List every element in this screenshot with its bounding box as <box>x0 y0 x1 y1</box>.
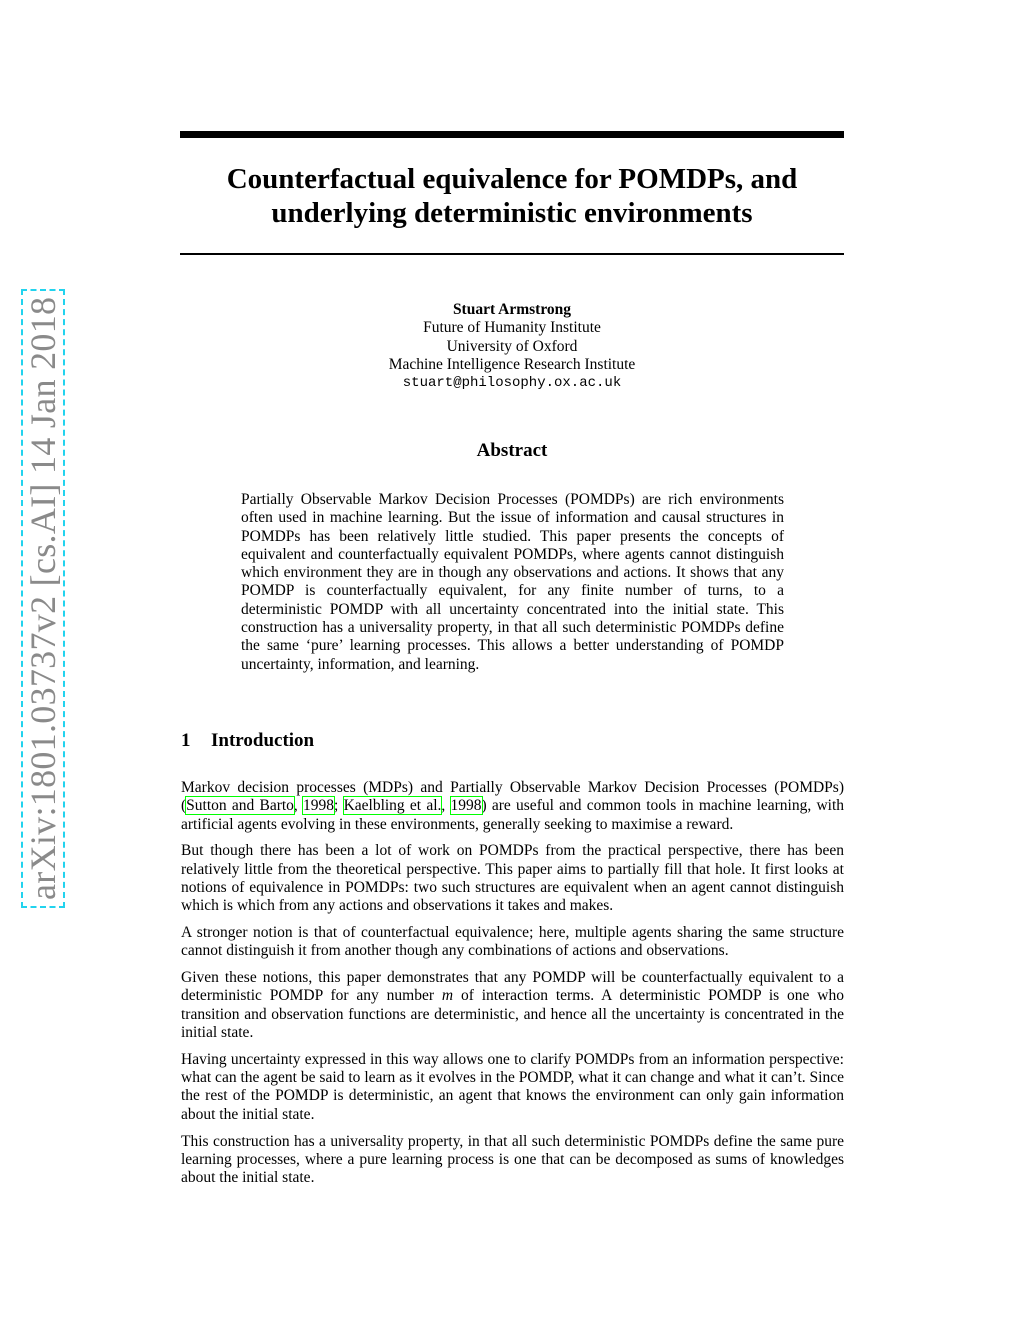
title-line-2: underlying deterministic environments <box>271 197 753 229</box>
title-rule-bottom <box>180 253 844 255</box>
math-variable-m: m <box>441 987 454 1005</box>
paragraph-4-text-b: of interaction terms. A deterministic POMDP is one who transition and observation functions are deterministic, and hence all the uncertainty is concentrated in the initial state. <box>181 987 844 1042</box>
citation-kaelbling[interactable]: Kaelbling et al. <box>343 797 442 815</box>
abstract-heading: Abstract <box>476 440 548 461</box>
section-heading <box>181 730 314 752</box>
citation-separator: ; <box>334 797 344 815</box>
author-block <box>300 301 724 392</box>
paragraph-5: Having uncertainty expressed in this way allows one to clarify POMDPs from an information perspective: what can the agent be said to learn as it evolves in the POMDP, what it can change and what it can’t. Since the rest of the POMDP is deterministic, an agent that knows the environment can only gain information about the initial state. <box>181 1050 844 1123</box>
citation-kaelbling-year[interactable]: 1998 <box>450 797 482 815</box>
paragraph-4-text-a: Given these notions, this paper demonstrates that any POMDP will be counterfactually equivalent to a deterministic POMDP for any number <box>181 969 844 1005</box>
paragraph-1-text-b: ) are useful and common tools in machine learning, with artificial agents evolving in these environments, generally seeking to maximise a reward. <box>181 797 845 833</box>
paragraph-1-text-a: Markov decision processes (MDPs) and Partially Observable Markov Decision Processes (POMDPs) ( <box>181 779 844 815</box>
paragraph-6: This construction has a universality property, in that all such deterministic POMDPs define the same pure learning processes, where a pure learning process is one that can be decomposed as sums of knowledges about the initial state. <box>181 1132 844 1187</box>
citation-separator: , <box>441 797 451 815</box>
section-number: 1 <box>181 730 191 751</box>
paragraph-1 <box>181 779 844 834</box>
author-affiliation-3: Machine Intelligence Research Institute <box>388 355 636 373</box>
arxiv-stamp: arXiv:1801.03737v2 [cs.AI] 14 Jan 2018 <box>21 289 65 908</box>
citation-separator: , <box>293 797 304 815</box>
title-rule-top <box>180 131 844 138</box>
author-email: stuart@philosophy.ox.ac.uk <box>402 375 622 392</box>
author-affiliation-1: Future of Humanity Institute <box>423 319 601 337</box>
paper-title <box>180 162 844 230</box>
paragraph-4 <box>181 969 844 1042</box>
citation-sutton-barto-year[interactable]: 1998 <box>303 797 335 815</box>
paragraph-3: A stronger notion is that of counterfactual equivalence; here, multiple agents sharing the same structure cannot distinguish it from another though any combinations of actions and observations. <box>181 924 844 960</box>
paragraph-2: But though there has been a lot of work on POMDPs from the practical perspective, there has been relatively little from the theoretical perspective. This paper aims to partially fill that hole. It first looks at notions of equivalence in POMDPs: two such structures are equivalent when an agent cannot distinguish which is which from any actions and observations it takes and makes. <box>181 842 844 915</box>
title-line-1: Counterfactual equivalence for POMDPs, and <box>226 163 798 195</box>
abstract-text: Partially Observable Markov Decision Processes (POMDPs) are rich environments often used in machine learning. But the issue of information and causal structures in POMDPs has been relatively little studied. This paper presents the concepts of equivalent and counterfactually equivalent POMDPs, where agents cannot distinguish which environment they are in though any observations and actions. It shows that any POMDP is counterfactually equivalent, for any finite number of turns, to a deterministic POMDP with all uncertainty concentrated into the initial state. This construction has a universality property, in that all such deterministic POMDPs define the same ‘pure’ learning processes. This allows a better understanding of POMDP uncertainty, information, and learning. <box>241 491 784 673</box>
section-title: Introduction <box>211 730 315 751</box>
citation-sutton-barto[interactable]: Sutton and Barto <box>186 797 294 815</box>
author-affiliation-2: University of Oxford <box>446 337 578 355</box>
author-name: Stuart Armstrong <box>452 301 572 318</box>
intro-body <box>181 779 844 1196</box>
